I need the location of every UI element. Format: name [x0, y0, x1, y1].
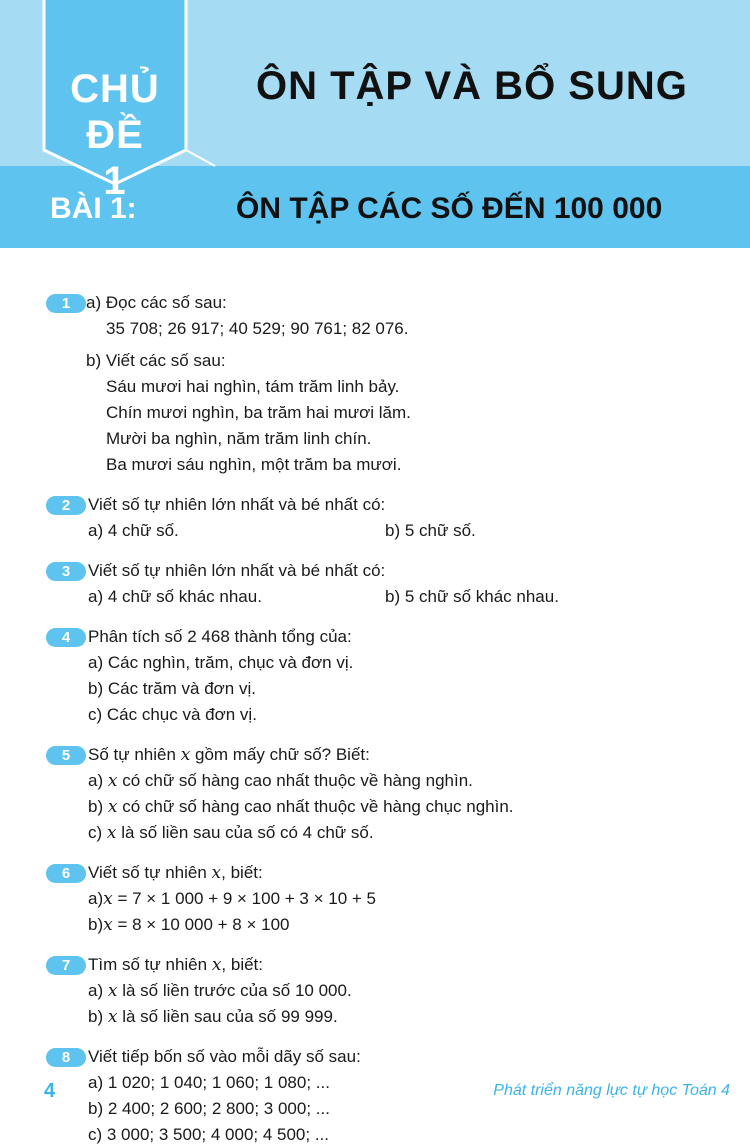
exercise-2-intro: Viết số tự nhiên lớn nhất và bé nhất có:	[88, 495, 386, 514]
exercise-1-b-line: Mười ba nghìn, năm trăm linh chín.	[106, 429, 372, 448]
exercise-3-a: a) 4 chữ số khác nhau.	[88, 587, 262, 606]
exercise-1	[46, 290, 686, 478]
exercise-number-badge: 3	[46, 562, 86, 581]
exercise-6-a	[46, 886, 686, 912]
part-label: a)	[88, 981, 104, 1000]
exercise-4-a: a) Các nghìn, trăm, chục và đơn vị.	[88, 653, 354, 672]
exercise-number-badge: 7	[46, 956, 86, 975]
variable-x: x	[103, 915, 113, 935]
part-label: b)	[88, 915, 104, 934]
exercise-5-intro-post: gồm mấy chữ số? Biết:	[195, 745, 370, 764]
exercise-7-b	[46, 1004, 686, 1030]
variable-x: x	[211, 863, 222, 883]
exercise-5-a	[46, 768, 686, 794]
exercise-8-a: a) 1 020; 1 040; 1 060; 1 080; ...	[88, 1073, 330, 1092]
exercise-2-b: b) 5 chữ số.	[385, 521, 476, 540]
exercise-5-intro-pre: Số tự nhiên	[88, 745, 176, 764]
part-text: là số liền sau của số 99 999.	[122, 1007, 338, 1026]
part-label: b)	[88, 1007, 104, 1026]
exercise-4	[46, 624, 686, 728]
exercise-7-intro	[86, 952, 686, 978]
exercise-5-b	[46, 794, 686, 820]
lesson-label: BÀI 1:	[50, 192, 137, 225]
exercise-1-b-line: Sáu mươi hai nghìn, tám trăm linh bảy.	[106, 377, 400, 396]
equation: = 8 × 10 000 + 8 × 100	[117, 915, 290, 934]
exercise-3-b: b) 5 chữ số khác nhau.	[385, 587, 559, 606]
intro-text: Tìm số tự nhiên	[88, 955, 208, 974]
part-text: là số liền trước của số 10 000.	[122, 981, 352, 1000]
intro-text: Viết số tự nhiên	[88, 863, 207, 882]
exercise-number-badge: 5	[46, 746, 86, 765]
exercise-5-intro	[86, 742, 686, 768]
intro-text: , biết:	[221, 863, 263, 882]
chapter-label-line1: CHỦ ĐỀ	[70, 67, 160, 157]
part-label: c)	[88, 823, 103, 842]
equation: = 7 × 1 000 + 9 × 100 + 3 × 10 + 5	[117, 889, 376, 908]
exercise-6-intro	[86, 860, 686, 886]
exercise-1-b-intro: b) Viết các số sau:	[86, 351, 226, 370]
exercise-list	[46, 290, 686, 1148]
exercise-5	[46, 742, 686, 846]
exercise-7-a	[46, 978, 686, 1004]
exercise-8-c: c) 3 000; 3 500; 4 000; 4 500; ...	[88, 1125, 330, 1144]
variable-x: x	[211, 955, 222, 975]
exercise-1-a-intro: a) Đọc các số sau:	[86, 293, 227, 312]
exercise-7	[46, 952, 686, 1030]
chapter-title: ÔN TẬP VÀ BỔ SUNG	[256, 64, 688, 108]
variable-x: x	[107, 981, 118, 1001]
variable-x: x	[103, 889, 113, 909]
exercise-4-c: c) Các chục và đơn vị.	[88, 705, 257, 724]
exercise-8-b: b) 2 400; 2 600; 2 800; 3 000; ...	[88, 1099, 330, 1118]
exercise-number-badge: 4	[46, 628, 86, 647]
footer-book-title: Phát triển năng lực tự học Toán 4	[493, 1082, 730, 1099]
exercise-3-parts	[46, 584, 686, 610]
variable-x: x	[106, 823, 117, 843]
variable-x: x	[107, 1007, 118, 1027]
exercise-3-intro: Viết số tự nhiên lớn nhất và bé nhất có:	[88, 561, 386, 580]
exercise-4-intro: Phân tích số 2 468 thành tổng của:	[88, 627, 352, 646]
exercise-6-b	[46, 912, 686, 938]
part-label: a)	[88, 889, 104, 908]
exercise-number-badge: 8	[46, 1048, 86, 1067]
exercise-2	[46, 492, 686, 544]
exercise-5-c	[46, 820, 686, 846]
intro-text: , biết:	[221, 955, 264, 974]
lesson-title: ÔN TẬP CÁC SỐ ĐẾN 100 000	[236, 192, 663, 225]
exercise-2-a: a) 4 chữ số.	[88, 521, 179, 540]
variable-x: x	[107, 797, 118, 817]
exercise-2-parts	[46, 518, 686, 544]
part-label: b)	[88, 797, 104, 816]
variable-x: x	[107, 771, 118, 791]
exercise-8-intro: Viết tiếp bốn số vào mỗi dãy số sau:	[88, 1047, 361, 1066]
part-label: a)	[88, 771, 104, 790]
variable-x: x	[180, 745, 191, 765]
exercise-number-badge: 6	[46, 864, 86, 883]
exercise-1-a-numbers: 35 708; 26 917; 40 529; 90 761; 82 076.	[106, 319, 409, 338]
exercise-4-b: b) Các trăm và đơn vị.	[88, 679, 256, 698]
part-text: có chữ số hàng cao nhất thuộc về hàng chục nghìn.	[122, 797, 514, 816]
exercise-3	[46, 558, 686, 610]
exercise-number-badge: 2	[46, 496, 86, 515]
chapter-label-line2: 1	[103, 159, 127, 203]
part-text: là số liền sau của số có 4 chữ số.	[121, 823, 374, 842]
exercise-1-b-line: Ba mươi sáu nghìn, một trăm ba mươi.	[106, 455, 402, 474]
part-text: có chữ số hàng cao nhất thuộc về hàng nghìn.	[122, 771, 473, 790]
exercise-6	[46, 860, 686, 938]
exercise-number-badge: 1	[46, 294, 86, 313]
chapter-label	[44, 66, 186, 204]
page-number: 4	[44, 1080, 56, 1102]
exercise-1-b-line: Chín mươi nghìn, ba trăm hai mươi lăm.	[106, 403, 411, 422]
